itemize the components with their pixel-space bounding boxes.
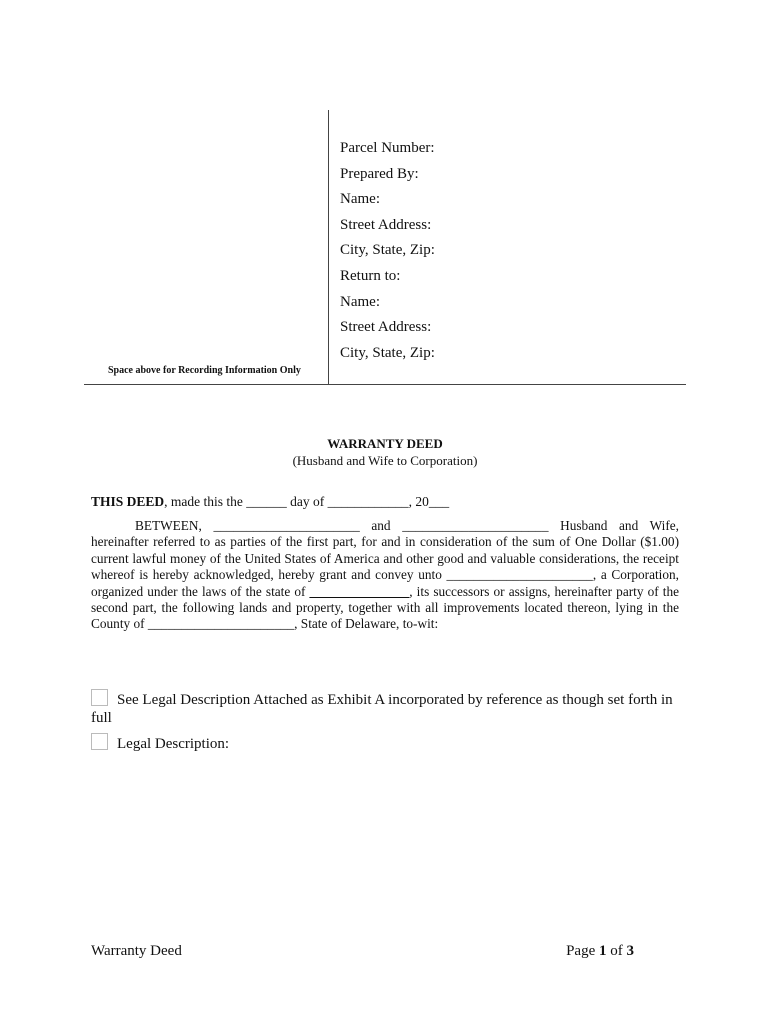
deed-body-text-1: BETWEEN, ______________________ and ______________________ Husband and Wife, hereinafter referred to as parties of the first part, for and in consideration of the sum of One Dollar ($1.00) current lawful money of the United States of America and other good and valuable considerations, the receipt whereof is hereby acknowledged, hereby grant and convey unto ______________________, a Corporation, organized under the laws of the state of: [91, 518, 679, 599]
legal-description-checkbox[interactable]: [91, 733, 108, 750]
recording-info-block: [340, 136, 435, 366]
preparer-city-label: City, State, Zip:: [340, 242, 435, 259]
recording-space-note: Space above for Recording Information Only: [108, 365, 301, 376]
deed-subtitle: (Husband and Wife to Corporation): [292, 453, 478, 468]
page-prefix: Page: [566, 943, 599, 959]
return-name-label: Name:: [340, 293, 380, 310]
page-total: 3: [626, 943, 634, 959]
page-current: 1: [599, 943, 607, 959]
recording-divider-vertical: [328, 110, 329, 384]
return-city-label: City, State, Zip:: [340, 344, 435, 361]
exhibit-checkbox[interactable]: [91, 689, 108, 706]
legal-description-option: [91, 733, 229, 753]
state-blank: _______________: [309, 583, 410, 599]
footer-page-number: [566, 943, 634, 960]
exhibit-option: [91, 689, 683, 727]
preparer-street-label: Street Address:: [340, 216, 432, 233]
parcel-number-label: Parcel Number:: [340, 140, 435, 156]
deed-date-line: [91, 494, 449, 510]
this-deed-label: THIS DEED: [91, 494, 165, 509]
deed-title: WARRANTY DEED: [327, 436, 443, 451]
legal-description-label: Legal Description:: [117, 736, 230, 752]
exhibit-label: See Legal Description Attached as Exhibit A incorporated by reference as though set forth in full: [91, 692, 673, 726]
deed-body-text-2: , its successors or assigns, hereinafter party of the second part, the following lands and property, together with all improvements located thereon, lying in the County of ______________________, State of Delaware, to-wit:: [91, 583, 679, 632]
deed-date-text: , made this the ______ day of ____________, 20___: [164, 494, 450, 509]
prepared-by-label: Prepared By:: [340, 165, 419, 182]
return-to-label: Return to:: [340, 267, 401, 284]
preparer-name-label: Name:: [340, 191, 380, 208]
recording-divider-horizontal: [84, 384, 686, 385]
return-street-label: Street Address:: [340, 319, 432, 336]
page-of: of: [606, 943, 627, 959]
footer-document-name: Warranty Deed: [91, 943, 182, 959]
deed-body-paragraph: [91, 518, 679, 633]
